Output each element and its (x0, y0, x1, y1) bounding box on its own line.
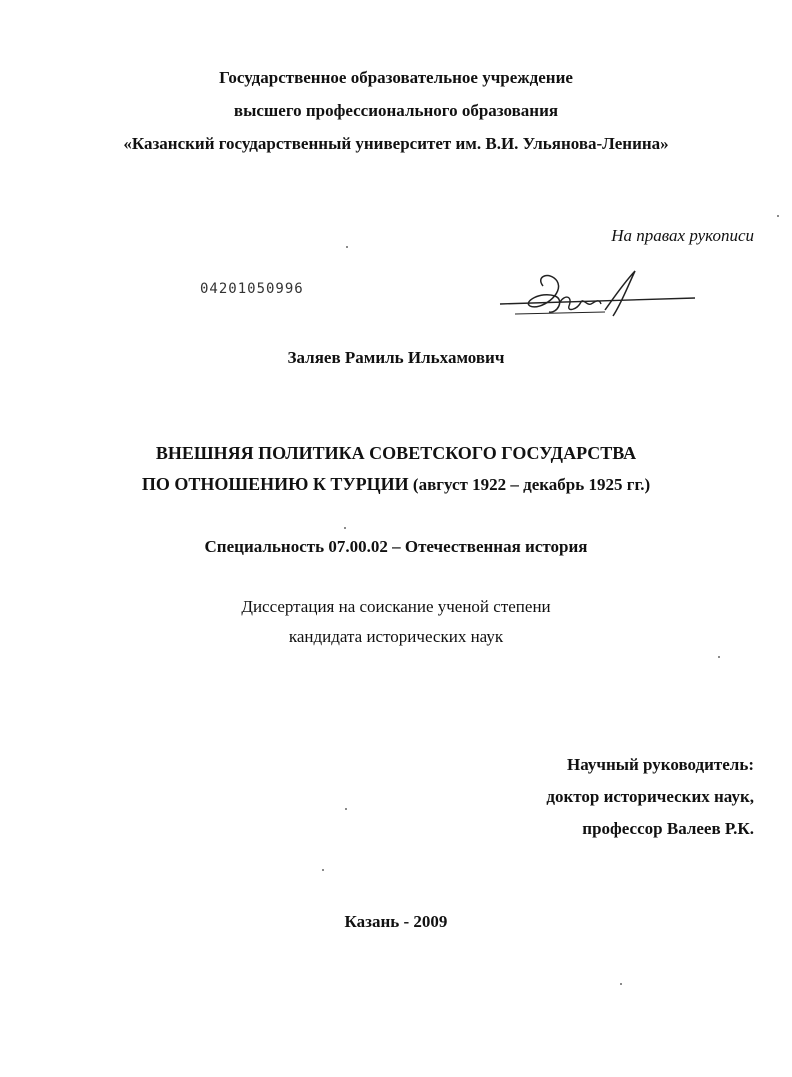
specialty: Специальность 07.00.02 – Отечественная история (204, 537, 588, 556)
dissertation-title-line-2 (0, 474, 792, 495)
city-year: Казань - 2009 (344, 912, 448, 931)
institution-line-3: «Казанский государственный университет им. В.И. Ульянова-Ленина» (123, 134, 669, 153)
institution-line-1: Государственное образовательное учреждение (219, 68, 573, 87)
degree-line-2: кандидата исторических наук (288, 627, 504, 646)
scan-speck (345, 808, 347, 810)
scan-speck (620, 983, 622, 985)
institution-line-2: высшего профессионального образования (233, 101, 559, 120)
scan-speck (777, 215, 779, 217)
author-name: Заляев Рамиль Ильхамович (287, 348, 505, 367)
author-signature (495, 266, 700, 326)
degree-line-1: Диссертация на соискание ученой степени (241, 597, 551, 616)
supervisor-label: Научный руководитель: (567, 755, 754, 774)
dissertation-title-line-1: ВНЕШНЯЯ ПОЛИТИКА СОВЕТСКОГО ГОСУДАРСТВА (155, 443, 637, 463)
scan-speck (346, 246, 348, 248)
supervisor-name: профессор Валеев Р.К. (582, 819, 754, 838)
catalog-number: 04201050996 (200, 281, 304, 297)
manuscript-note: На правах рукописи (611, 226, 754, 245)
dissertation-title-dates: (август 1922 – декабрь 1925 гг.) (408, 475, 651, 494)
scan-speck (344, 527, 346, 529)
dissertation-title-caps: ПО ОТНОШЕНИЮ К ТУРЦИИ (141, 474, 409, 494)
scan-speck (718, 656, 720, 658)
scan-speck (322, 869, 324, 871)
supervisor-degree: доктор исторических наук, (546, 787, 754, 806)
